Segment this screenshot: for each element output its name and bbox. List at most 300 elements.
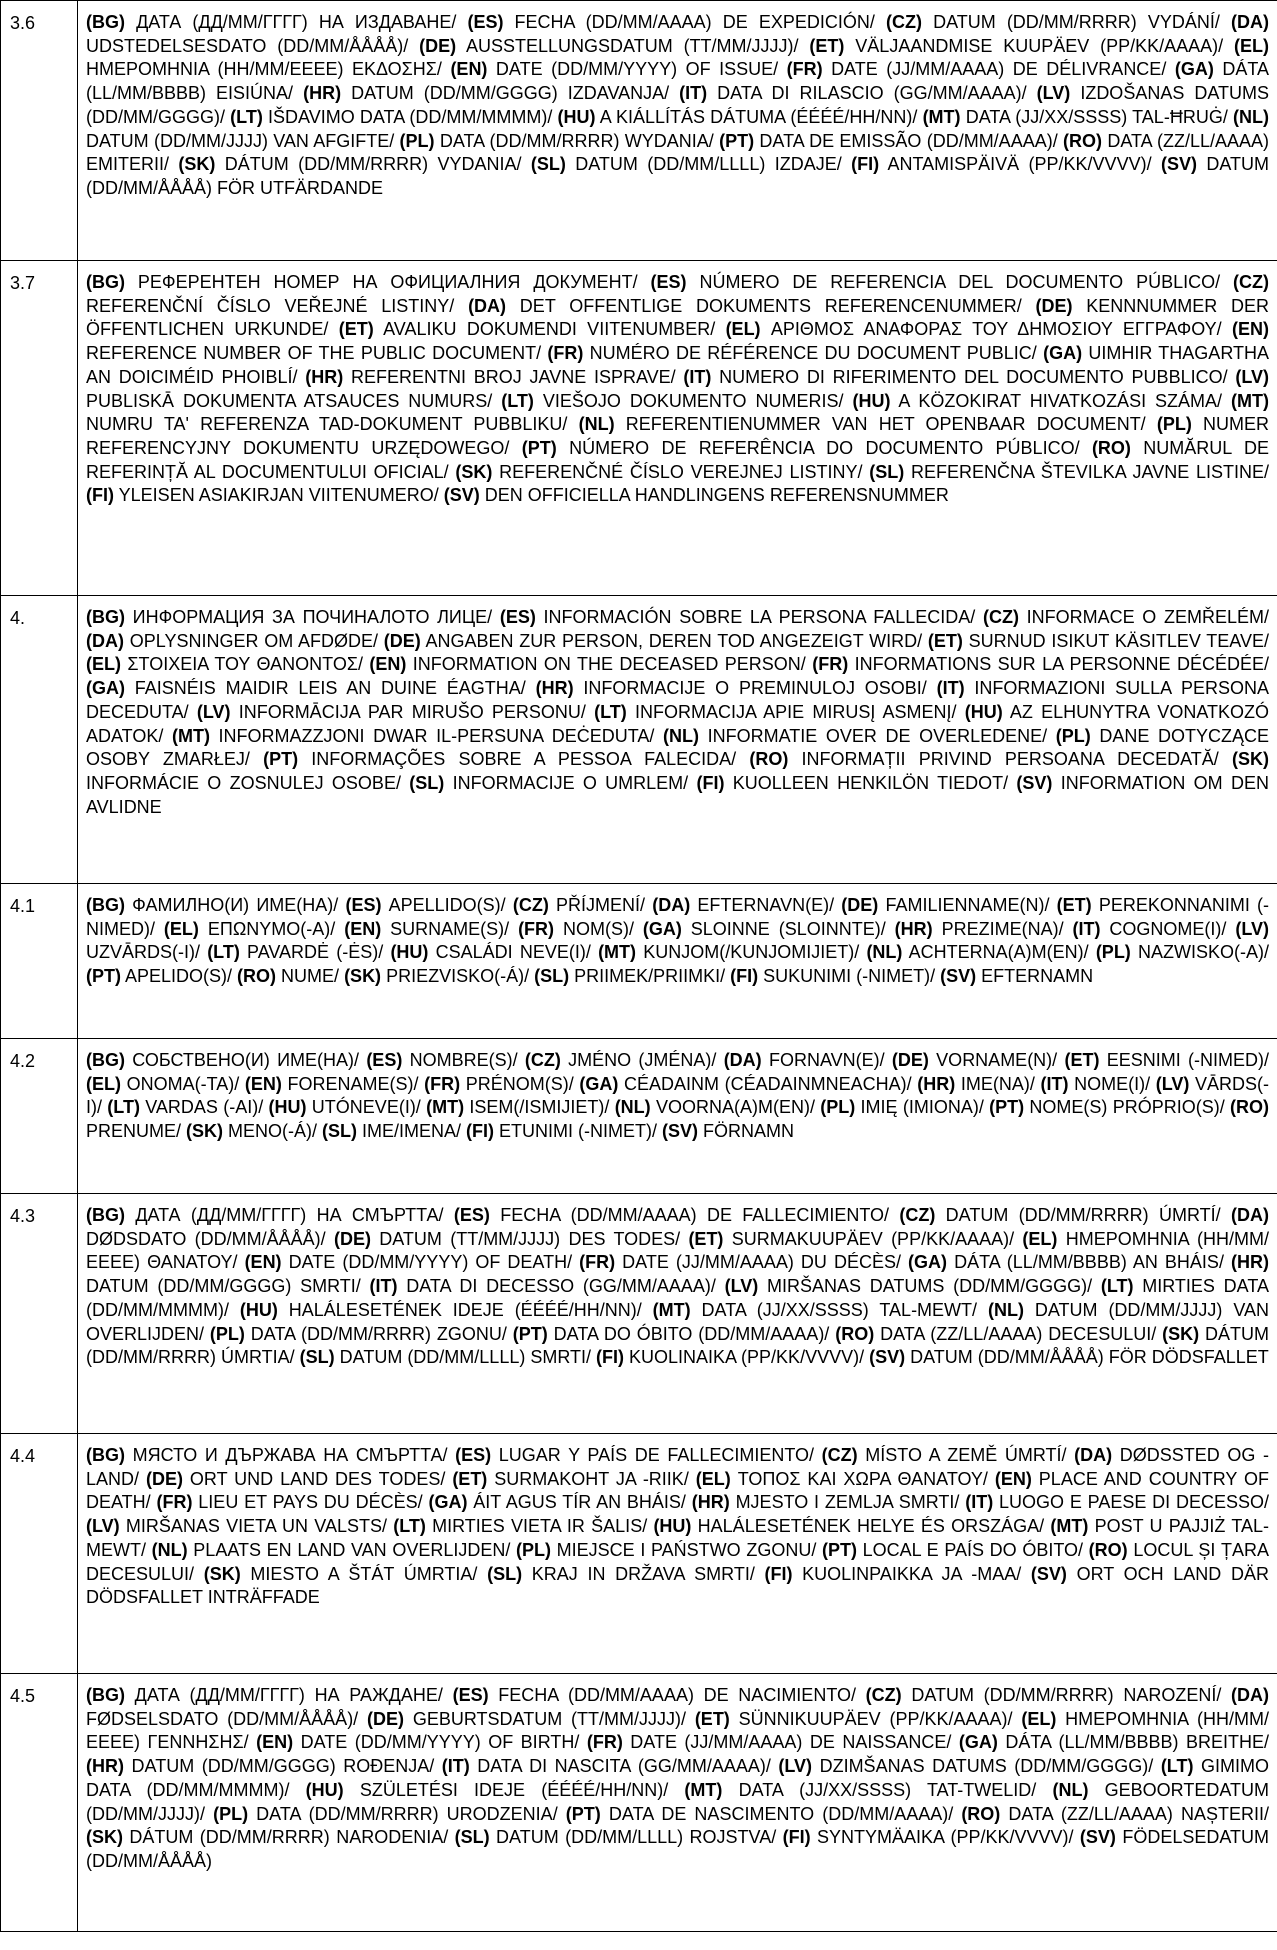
language-code: (PT) <box>521 437 557 458</box>
language-segment <box>547 343 1043 363</box>
language-text: PLAATS EN LAND VAN OVERLIJDEN/ <box>187 1539 517 1560</box>
language-text: OPLYSNINGER OM AFDØDE/ <box>124 630 384 651</box>
row-text <box>78 884 1277 1039</box>
language-code: (LT) <box>594 701 627 722</box>
language-segment <box>409 773 696 793</box>
language-text: NOM(S)/ <box>554 918 643 939</box>
language-code: (LV) <box>724 1276 759 1297</box>
language-text: SÜNNIKUUPÄEV (PP/KK/AAAA)/ <box>729 1708 1022 1729</box>
language-text: ΤΟΠΟΣ ΚΑΙ ΧΩΡΑ ΘΑΝΑΤΟΥ/ <box>730 1468 995 1489</box>
language-text: DATUM (DD/MM/GGGG) IZDAVANJA/ <box>341 83 680 104</box>
language-text: ДАТА (ДД/ММ/ГГГГ) НА ИЗДАВАНЕ/ <box>125 12 468 32</box>
language-text: NOME(S) PRÓPRIO(S)/ <box>1024 1097 1230 1118</box>
language-text: DÁTA (LL/MM/BBBB) EISIÚNA/ <box>86 59 1269 104</box>
language-code: (HU) <box>239 1299 278 1320</box>
language-text: DATUM (DD/MM/LLLL) ROJSTVA/ <box>489 1827 783 1848</box>
language-segment <box>522 438 1092 458</box>
language-segment <box>692 1492 965 1512</box>
language-segment <box>344 966 534 986</box>
language-code: (PT) <box>719 130 755 151</box>
language-code: (IT) <box>683 366 712 387</box>
language-code: (MT) <box>1050 1516 1089 1537</box>
language-segment <box>393 1516 653 1536</box>
language-text: REFERENTNI BROJ JAVNE ISPRAVE/ <box>343 366 684 387</box>
language-text: SLOINNE (SLOINNTE)/ <box>681 918 895 939</box>
language-code: (SL) <box>409 772 445 793</box>
language-code: (CZ) <box>899 1205 936 1225</box>
language-code: (DA) <box>1231 1205 1269 1225</box>
language-code: (NL) <box>151 1539 188 1560</box>
language-text: PRIIMEK/PRIIMKI/ <box>569 966 731 987</box>
language-text: MÍSTO A ZEMĚ ÚMRTÍ/ <box>857 1445 1075 1465</box>
language-text: HALÁLESETÉNEK IDEJE (ÉÉÉÉ/HH/NN)/ <box>277 1299 653 1320</box>
language-text: GIMIMO DATA (DD/MM/MMMM)/ <box>86 1756 1269 1800</box>
language-text: AVALIKU DOKUMENDI VIITENUMBER/ <box>373 319 726 340</box>
language-text: REFERENCE NUMBER OF THE PUBLIC DOCUMENT/ <box>86 343 548 364</box>
language-segment <box>207 942 390 962</box>
language-text: NUMÉRO DE RÉFÉRENCE DU DOCUMENT PUBLIC/ <box>583 343 1044 364</box>
language-code: (EL) <box>725 319 761 340</box>
language-segment <box>256 1732 587 1752</box>
language-segment <box>651 272 1233 292</box>
language-text: IMIĘ (IMIONA)/ <box>855 1097 990 1118</box>
language-text: GEBOORTEDATUM (DD/MM/JJJJ)/ <box>86 1779 1269 1824</box>
language-text: KUOLINAIKA (PP/KK/VVVV)/ <box>624 1347 870 1368</box>
language-code: (HR) <box>86 1756 124 1777</box>
language-text: DATUM (DD/MM/LLLL) IZDAJE/ <box>565 154 852 175</box>
language-text: NUMERO DI RIFERIMENTO DEL DOCUMENTO PUBBLICO/ <box>711 366 1236 387</box>
language-text: DATA (DD/MM/RRRR) URODZENIA/ <box>248 1803 566 1824</box>
language-code: (GA) <box>908 1252 948 1273</box>
language-code: (LT) <box>230 106 263 127</box>
language-code: (EL) <box>163 918 199 939</box>
language-code: (LT) <box>107 1097 140 1118</box>
language-code: (LT) <box>501 390 534 411</box>
language-segment <box>587 1732 959 1752</box>
language-segment <box>679 83 1036 103</box>
language-text: NÚMERO DE REFERENCIA DEL DOCUMENTO PÚBLICO/ <box>686 272 1234 292</box>
language-code: (FI) <box>596 1347 624 1368</box>
language-segment <box>566 1804 962 1824</box>
language-text: MENO(-Á)/ <box>223 1121 323 1142</box>
language-code: (PL) <box>1156 414 1192 435</box>
language-code: (ES) <box>499 607 536 627</box>
language-text: ΗΜΕΡΟΜΗΝΙΑ (ΗΗ/ΜΜ/ΕΕΕΕ) ΓΕΝΝΗΣΗΣ/ <box>86 1708 1269 1753</box>
language-segment <box>204 1564 487 1584</box>
row-text <box>78 1194 1277 1434</box>
language-code: (HR) <box>303 83 342 104</box>
language-code: (LT) <box>393 1516 426 1537</box>
language-segment <box>886 12 1231 32</box>
language-text: ISEM(/ISMIJIET)/ <box>464 1097 615 1118</box>
language-code: (DE) <box>1035 295 1073 316</box>
language-text: KRAJ IN DRŽAVA SMRTI/ <box>522 1563 765 1584</box>
language-text: ΗΜΕΡΟΜΗΝΙΑ (ΗΗ/ΜΜ/ΕΕΕΕ) ΘΑΝΑΤΟΥ/ <box>86 1228 1269 1273</box>
language-segment <box>596 1347 869 1367</box>
language-segment <box>384 631 928 651</box>
language-code: (CZ) <box>865 1685 902 1705</box>
language-segment <box>245 1074 424 1094</box>
language-code: (EN) <box>244 1073 282 1094</box>
language-text: LOCAL E PAÍS DO ÓBITO/ <box>856 1539 1089 1560</box>
language-text: MIRŠANAS DATUMS (DD/MM/GGGG)/ <box>758 1276 1101 1297</box>
language-text: EFTERNAVN(E)/ <box>690 895 842 915</box>
language-code: (DE) <box>145 1468 183 1489</box>
language-code: (GA) <box>1174 59 1214 80</box>
language-segment <box>513 895 652 915</box>
language-text: DATE (DD/MM/YYYY) OF BIRTH/ <box>293 1732 587 1753</box>
language-code: (NL) <box>578 414 615 435</box>
language-code: (ET) <box>338 319 374 340</box>
language-text: NOME(I)/ <box>1068 1073 1156 1094</box>
language-segment <box>164 919 344 939</box>
language-segment <box>455 1827 783 1847</box>
language-code: (FR) <box>579 1252 616 1273</box>
row-number: 4.3 <box>1 1194 78 1434</box>
language-code: (EL) <box>1021 1708 1057 1729</box>
language-code: (SK) <box>178 154 216 175</box>
language-text: ΑΡΙΘΜΟΣ ΑΝΑΦΟΡΑΣ ΤΟΥ ΔΗΜΟΣΙΟΥ ΕΓΓΡΑΦΟΥ/ <box>760 319 1232 340</box>
language-code: (SL) <box>530 154 566 175</box>
language-text: INFORMAÇÕES SOBRE A PESSOA FALECIDA/ <box>298 749 750 770</box>
language-segment <box>695 1709 1022 1729</box>
language-text: DEN OFFICIELLA HANDLINGENS REFERENSNUMMER <box>479 485 949 506</box>
language-code: (FR) <box>786 59 823 80</box>
language-code: (LV) <box>1235 366 1269 387</box>
language-text: NUMĂRUL DE REFERINȚĂ AL DOCUMENTULUI OFICIAL/ <box>86 437 1269 482</box>
language-text: DÁTA (LL/MM/BBBB) BREITHE/ <box>997 1732 1269 1753</box>
language-text: ДАТА (ДД/ММ/ГГГГ) НА РАЖДАНЕ/ <box>125 1685 453 1705</box>
language-text: FAISNÉIS MAIDIR LEIS AN DUINE ÉAGTHA/ <box>125 678 536 699</box>
language-text: AUSSTELLUNGSDATUM (TT/MM/JJJJ)/ <box>456 35 810 56</box>
language-code: (PL) <box>516 1539 552 1560</box>
language-code: (CZ) <box>1233 272 1269 292</box>
language-text: DÁTUM (DD/MM/RRRR) ÚMRTIA/ <box>86 1323 1269 1368</box>
language-segment <box>869 1347 1269 1367</box>
language-code: (HU) <box>557 106 596 127</box>
language-text: ÁIT AGUS TÍR AN BHÁIS/ <box>467 1492 692 1513</box>
language-code: (SL) <box>299 1347 335 1368</box>
language-text: INFORMATIE OVER DE OVERLEDENE/ <box>699 725 1056 746</box>
language-segment <box>444 485 949 505</box>
language-text: DATA DE NASCIMENTO (DD/MM/AAAA)/ <box>600 1803 962 1824</box>
language-text: FORENAME(S)/ <box>281 1073 425 1094</box>
language-segment <box>210 1324 513 1344</box>
language-code: (NL) <box>1052 1779 1089 1800</box>
language-code: (BG) <box>86 1205 125 1225</box>
language-segment <box>851 154 1161 174</box>
language-code: (SV) <box>443 485 480 506</box>
language-code: (IT) <box>369 1276 398 1297</box>
language-segment <box>696 773 1016 793</box>
table-row <box>1 1 1277 261</box>
language-segment <box>841 895 1056 915</box>
language-segment <box>369 654 812 674</box>
language-code: (SV) <box>1016 772 1053 793</box>
language-code: (HR) <box>917 1073 956 1094</box>
language-segment <box>822 1540 1089 1560</box>
language-text: DATUM (DD/MM/ÅÅÅÅ) FÖR DÖDSFALLET <box>905 1347 1269 1368</box>
language-text: VÄLJAANDMISE KUUPÄEV (PP/KK/AAAA)/ <box>844 35 1235 56</box>
language-code: (GA) <box>958 1732 998 1753</box>
language-segment <box>787 59 1175 79</box>
language-code: (LT) <box>1100 1276 1134 1297</box>
row-text <box>78 596 1277 884</box>
language-code: (CZ) <box>982 607 1019 627</box>
language-segment <box>152 1540 516 1560</box>
language-text: DATA (ZZ/LL/AAAA) NAȘTERII/ <box>1000 1803 1269 1824</box>
language-segment <box>300 1347 596 1367</box>
language-code: (FI) <box>782 1827 811 1848</box>
language-code: (BG) <box>86 1445 125 1465</box>
language-segment <box>653 1516 1050 1536</box>
language-text: PAVARDĖ (-ĖS)/ <box>239 942 391 963</box>
language-code: (SV) <box>940 966 977 987</box>
language-code: (BG) <box>86 1685 125 1705</box>
language-text: FAMILIENNAME(N)/ <box>878 895 1057 915</box>
language-segment <box>1096 942 1269 962</box>
language-code: (EN) <box>994 1468 1032 1489</box>
language-text: VORNAME(N)/ <box>928 1050 1065 1070</box>
language-text: EFTERNAMN <box>976 966 1094 987</box>
language-text: MJESTO I ZEMLJA SMRTI/ <box>729 1492 966 1513</box>
language-segment <box>305 367 683 387</box>
language-text: СОБСТВЕНО(И) ИМЕ(НА)/ <box>125 1050 367 1070</box>
language-segment <box>453 1685 866 1705</box>
language-text: DATA (JJ/XX/SSSS) TAL-ĦRUĠ/ <box>960 106 1234 127</box>
language-text: DATUM (DD/MM/RRRR) NAROZENÍ/ <box>901 1685 1232 1705</box>
language-text: FÖRNAMN <box>698 1121 794 1142</box>
language-segment <box>86 895 345 915</box>
language-segment <box>237 966 344 986</box>
language-text: DATUM (DD/MM/RRRR) VYDÁNÍ/ <box>921 12 1231 32</box>
language-segment <box>455 462 869 482</box>
language-segment <box>579 414 1157 434</box>
language-text: APELIDO(S)/ <box>121 966 238 987</box>
language-code: (ES) <box>650 272 687 292</box>
language-text: DATA DI NASCITA (GG/MM/AAAA)/ <box>469 1756 779 1777</box>
language-code: (FR) <box>424 1073 461 1094</box>
language-text: MIEJSCE I PAŃSTWO ZGONU/ <box>551 1539 822 1560</box>
language-text: POST U PAJJIŻ TAL-MEWT/ <box>86 1516 1270 1560</box>
language-code: (IT) <box>1040 1073 1069 1094</box>
language-text: DATA (ZZ/LL/AAAA) EMITERII/ <box>86 130 1269 175</box>
language-code: (FI) <box>730 966 759 987</box>
language-code: (FI) <box>696 772 725 793</box>
language-text: SURMAKUUPÄEV (PP/KK/AAAA)/ <box>723 1228 1023 1249</box>
language-text: YLEISEN ASIAKIRJAN VIITENUMERO/ <box>113 485 444 506</box>
language-code: (EN) <box>450 59 488 80</box>
language-code: (DE) <box>419 35 457 56</box>
language-code: (RO) <box>961 1803 1001 1824</box>
language-text: ΣΤΟΙΧΕΙΑ ΤΟΥ ΘΑΝΟΝΤΟΣ/ <box>121 654 370 675</box>
language-segment <box>86 1205 454 1225</box>
language-code: (ES) <box>455 1445 492 1465</box>
language-text: KUOLLEEN HENKILÖN TIEDOT/ <box>724 772 1017 793</box>
language-text: PEREKONNANIMI (-NIMED)/ <box>86 895 1270 939</box>
language-code: (RO) <box>1063 130 1103 151</box>
language-code: (DE) <box>333 1228 371 1249</box>
row-number: 4.5 <box>1 1674 78 1932</box>
language-segment <box>558 107 923 127</box>
language-text: ORT OCH LAND DÄR DÖDSFALLET INTRÄFFADE <box>86 1563 1269 1608</box>
language-code: (DE) <box>383 630 421 651</box>
language-segment <box>662 1121 794 1141</box>
language-text: UIMHIR THAGARTHA AN DOICIMÉID PHOIBLÍ/ <box>86 343 1269 387</box>
language-text: DATUM (DD/MM/LLLL) SMRTI/ <box>334 1347 597 1368</box>
language-text: SURMAKOHT JA -RIIK/ <box>487 1468 696 1489</box>
language-segment <box>186 1121 322 1141</box>
language-code: (MT) <box>171 725 210 746</box>
language-text: FECHA (DD/MM/AAAA) DE NACIMIENTO/ <box>488 1685 866 1705</box>
language-code: (RO) <box>749 749 789 770</box>
language-text: ΗΜΕΡΟΜΗΝΙΑ (ΗΗ/ΜΜ/ΕΕΕΕ) ΕΚΔΟΣΗΣ/ <box>86 59 451 80</box>
language-segment <box>419 36 809 56</box>
language-text: ANTAMISPÄIVÄ (PP/KK/VVVV)/ <box>879 154 1161 175</box>
language-text: IME(NA)/ <box>955 1073 1041 1094</box>
language-text: A KIÁLLÍTÁS DÁTUMA (ÉÉÉÉ/HH/NN)/ <box>595 106 923 127</box>
language-text: UTÓNEVE(I)/ <box>306 1097 427 1118</box>
language-code: (ET) <box>688 1228 724 1249</box>
language-segment <box>86 678 536 698</box>
row-text <box>78 1674 1277 1932</box>
language-segment <box>366 1050 525 1070</box>
language-code: (RO) <box>237 966 277 987</box>
language-code: (SK) <box>1232 749 1269 770</box>
language-segment <box>86 966 237 986</box>
table-row <box>1 596 1277 884</box>
language-segment <box>536 678 937 698</box>
language-segment <box>245 1252 580 1272</box>
language-segment <box>684 1780 1052 1800</box>
language-segment <box>339 319 726 339</box>
language-segment <box>579 1074 917 1094</box>
language-segment <box>531 154 851 174</box>
language-code: (LT) <box>207 942 240 963</box>
language-text: SZÜLETÉSI IDEJE (ÉÉÉÉ/HH/NN)/ <box>343 1779 685 1800</box>
language-text: REFERENČNA ŠTEVILKA JAVNE LISTINE/ <box>904 461 1269 482</box>
language-text: EESNIMI (-NIMED)/ <box>1099 1050 1270 1070</box>
language-text: PRÉNOM(S)/ <box>460 1073 580 1094</box>
language-text: FECHA (DD/MM/AAAA) DE FALLECIMIENTO/ <box>489 1205 900 1225</box>
language-text: COGNOME(I)/ <box>1100 918 1236 939</box>
row-number: 4.4 <box>1 1434 78 1674</box>
language-text: DATA (JJ/XX/SSSS) TAT-TWELID/ <box>722 1779 1053 1800</box>
language-text: NÚMERO DE REFERÊNCIA DO DOCUMENTO PÚBLICO/ <box>556 437 1092 458</box>
language-code: (HU) <box>964 701 1003 722</box>
language-code: (FI) <box>764 1563 793 1584</box>
language-text: NUMER REFERENCYJNY DOKUMENTU URZĘDOWEGO/ <box>86 414 1269 458</box>
language-code: (ET) <box>452 1468 488 1489</box>
language-code: (HR) <box>691 1492 730 1513</box>
language-text: ORT UND LAND DES TODES/ <box>182 1468 453 1489</box>
language-text: DATUM (DD/MM/GGGG) SMRTI/ <box>86 1276 370 1297</box>
language-text: HALÁLESETÉNEK HELYE ÉS ORSZÁGA/ <box>691 1516 1051 1537</box>
language-segment <box>86 607 500 627</box>
language-text: CSALÁDI NEVE(I)/ <box>428 942 599 963</box>
language-text: VIEŠOJO DOKUMENTO NUMERIS/ <box>533 390 853 411</box>
language-segment <box>725 1276 1101 1296</box>
language-code: (EN) <box>244 1252 282 1273</box>
language-text: DATE (JJ/MM/AAAA) DE NAISSANCE/ <box>622 1732 959 1753</box>
language-text: DATUM (DD/MM/JJJJ) VAN OVERLIJDEN/ <box>86 1299 1270 1344</box>
language-segment <box>345 895 512 915</box>
language-segment <box>895 919 1073 939</box>
language-segment <box>500 607 983 627</box>
language-code: (FR) <box>812 654 849 675</box>
language-code: (NL) <box>1233 106 1269 127</box>
language-code: (SK) <box>203 1563 241 1584</box>
language-text: PUBLISKĀ DOKUMENTA ATSAUCES NUMURS/ <box>86 390 502 411</box>
language-segment <box>442 1756 779 1776</box>
language-text: NAZWISKO(-A)/ <box>1130 942 1269 963</box>
language-text: REFERENČNÉ ČÍSLO VEREJNEJ LISTINY/ <box>492 461 870 482</box>
language-code: (RO) <box>835 1323 875 1344</box>
language-segment <box>86 1050 366 1070</box>
language-segment <box>516 1540 822 1560</box>
language-text: DATE (DD/MM/YYYY) OF DEATH/ <box>281 1252 580 1273</box>
language-code: (LT) <box>1160 1756 1194 1777</box>
language-text: DATUM (DD/MM/ÅÅÅÅ) FÖR UTFÄRDANDE <box>86 154 1269 198</box>
language-segment <box>86 631 384 651</box>
row-number: 3.7 <box>1 261 78 596</box>
language-text: SURNAME(S)/ <box>381 918 519 939</box>
language-text: INFORMACIJA APIE MIRUSĮ ASMENĮ/ <box>626 701 965 722</box>
language-code: (PL) <box>209 1323 245 1344</box>
language-text: VOORNA(A)M(EN)/ <box>650 1097 821 1118</box>
language-code: (EN) <box>369 654 407 675</box>
language-text: DÁTUM (DD/MM/RRRR) NARODENIA/ <box>123 1827 455 1848</box>
language-segment <box>961 1804 1269 1824</box>
language-code: (BG) <box>86 12 125 32</box>
language-code: (GA) <box>1043 343 1083 364</box>
language-segment <box>86 1445 455 1465</box>
language-text: ACHTERNA(A)M(EN)/ <box>902 942 1096 963</box>
language-text: DATA DO ÓBITO (DD/MM/AAAA)/ <box>547 1323 836 1344</box>
language-text: INFORMAȚII PRIVIND PERSOANA DECEDATĂ/ <box>788 749 1232 770</box>
language-code: (HR) <box>305 366 344 387</box>
language-segment <box>86 654 369 674</box>
language-code: (ES) <box>452 1685 489 1705</box>
table-row <box>1 1674 1277 1932</box>
language-text: MIRTIES VIETA IR ŠALIS/ <box>425 1516 654 1537</box>
language-code: (CZ) <box>885 12 922 32</box>
language-code: (ET) <box>927 630 963 651</box>
language-segment <box>852 391 1231 411</box>
language-text: DÁTA (LL/MM/BBBB) AN BHÁIS/ <box>947 1252 1231 1273</box>
language-text: INFORMACE O ZEMŘELÉM/ <box>1018 607 1269 627</box>
language-text: ETUNIMI (-NIMET)/ <box>494 1121 662 1142</box>
language-code: (CZ) <box>821 1445 858 1465</box>
language-text: ΟΝΟΜΑ(-ΤΑ)/ <box>121 1073 245 1094</box>
language-segment <box>86 1827 455 1847</box>
language-code: (EN) <box>256 1732 294 1753</box>
language-text: DZIMŠANAS DATUMS (DD/MM/GGGG)/ <box>812 1756 1161 1777</box>
language-segment <box>869 462 1269 482</box>
language-code: (PT) <box>821 1539 857 1560</box>
language-text: DATUM (DD/MM/RRRR) ÚMRTÍ/ <box>935 1205 1231 1225</box>
language-code: (BG) <box>86 272 125 292</box>
language-segment <box>450 59 786 79</box>
language-segment <box>400 131 720 151</box>
language-code: (GA) <box>86 678 125 699</box>
language-code: (RO) <box>1091 437 1131 458</box>
language-text: AZ ELHUNYTRA VONATKOZÓ ADATOK/ <box>86 701 1269 746</box>
language-code: (DA) <box>468 295 507 316</box>
language-code: (FI) <box>86 485 114 506</box>
language-segment <box>652 895 841 915</box>
language-segment <box>989 1097 1230 1117</box>
